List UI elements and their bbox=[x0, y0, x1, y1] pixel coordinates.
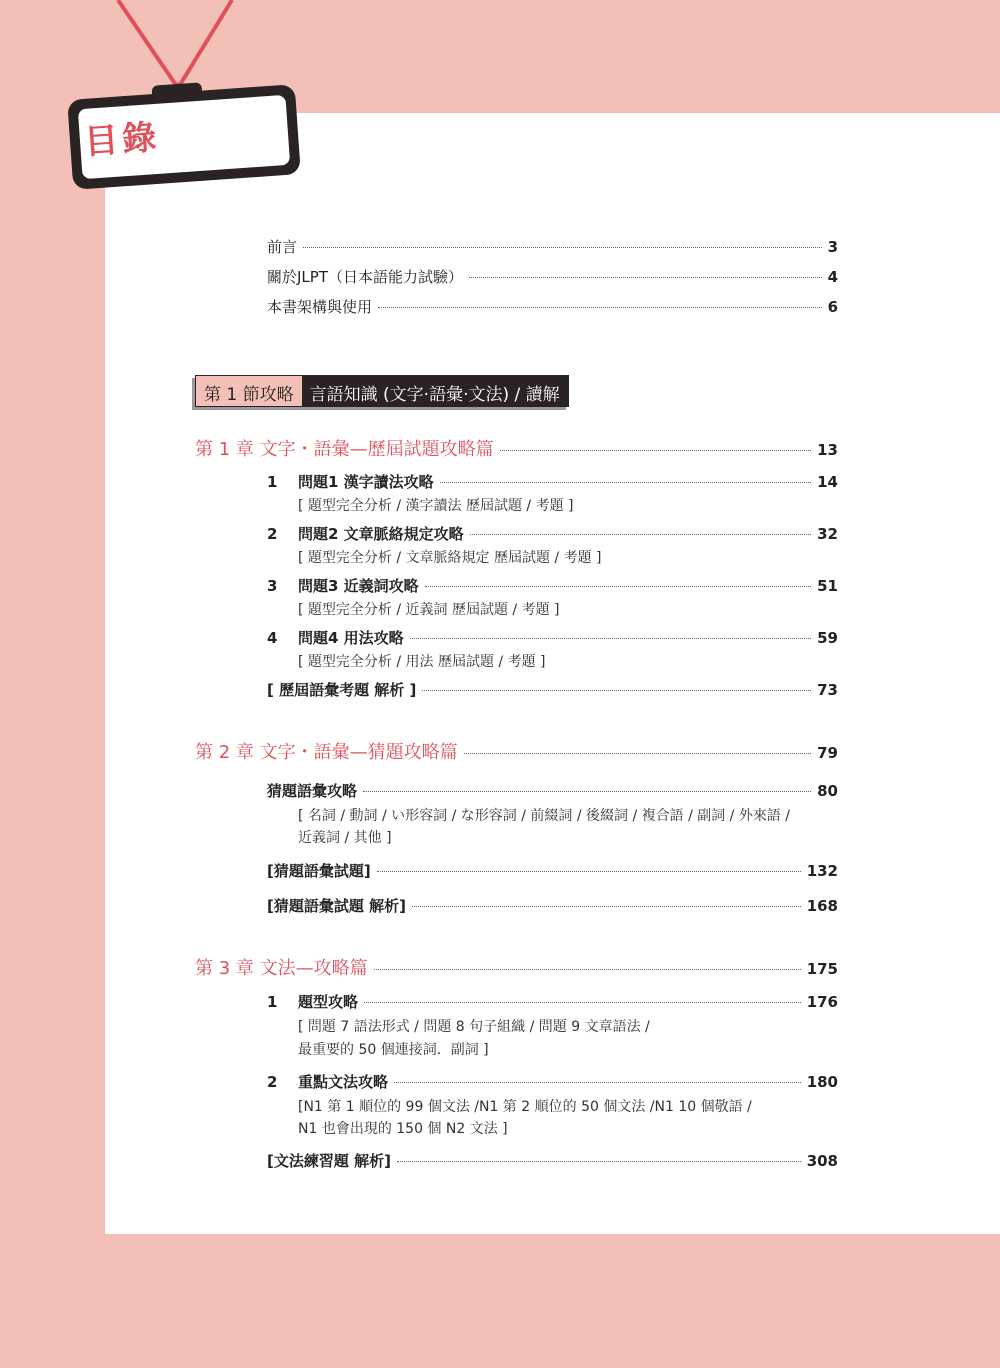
section-banner-number: 第 1 節攻略 bbox=[196, 376, 302, 406]
chapter-label: 第 2 章 文字・語彙—猜題攻略篇 bbox=[195, 742, 458, 763]
ch1-item-3-sub: [ 題型完全分析 / 近義詞 歷屆試題 / 考題 ] bbox=[298, 602, 560, 618]
ch2-extra-2[interactable] bbox=[267, 895, 838, 916]
chapter-3-heading[interactable] bbox=[195, 954, 838, 980]
entry-label: [猜題語彙試題 解析] bbox=[267, 897, 406, 915]
toc-entry-preface[interactable] bbox=[267, 236, 838, 257]
item-label: 題型攻略 bbox=[298, 993, 359, 1011]
page-number: 51 bbox=[817, 577, 838, 595]
item-label: 問題3 近義詞攻略 bbox=[298, 577, 419, 595]
toc-entry-about-jlpt[interactable] bbox=[267, 266, 838, 287]
page-number: 79 bbox=[817, 744, 838, 762]
page-number: 73 bbox=[817, 681, 838, 699]
item-number: 2 bbox=[267, 525, 278, 543]
ch1-item-1-sub: [ 題型完全分析 / 漢字讀法 歷屆試題 / 考題 ] bbox=[298, 498, 574, 514]
ch3-item-1[interactable] bbox=[267, 991, 838, 1012]
entry-label: 本書架構與使用 bbox=[267, 298, 373, 316]
page-number: 6 bbox=[827, 298, 838, 316]
chapter-label: 第 1 章 文字・語彙—歷屆試題攻略篇 bbox=[195, 439, 494, 460]
ch3-item-2[interactable] bbox=[267, 1071, 838, 1092]
item-number: 1 bbox=[267, 473, 278, 491]
ch1-extra[interactable] bbox=[267, 679, 838, 700]
ch1-item-2-sub: [ 題型完全分析 / 文章脈絡規定 歷屆試題 / 考題 ] bbox=[298, 550, 602, 566]
page-title: 目錄 bbox=[82, 117, 162, 163]
page-number: 180 bbox=[806, 1073, 838, 1091]
page-number: 176 bbox=[806, 993, 838, 1011]
chapter-label: 第 3 章 文法—攻略篇 bbox=[195, 958, 368, 979]
entry-label: [ 歷屆語彙考題 解析 ] bbox=[267, 681, 417, 699]
item-number: 3 bbox=[267, 577, 278, 595]
item-number: 1 bbox=[267, 993, 278, 1011]
ch2-main-sub-1: [ 名詞 / 動詞 / い形容詞 / な形容詞 / 前綴詞 / 後綴詞 / 複合語 / 副詞 / 外來語 / bbox=[298, 808, 791, 824]
toc-entry-book-structure[interactable] bbox=[267, 296, 838, 317]
chapter-2-heading[interactable] bbox=[195, 738, 838, 764]
ch1-item-4[interactable] bbox=[267, 627, 838, 648]
page-number: 32 bbox=[817, 525, 838, 543]
ch1-item-4-sub: [ 題型完全分析 / 用法 歷屆試題 / 考題 ] bbox=[298, 654, 546, 670]
ch1-item-3[interactable] bbox=[267, 575, 838, 596]
item-label: 問題4 用法攻略 bbox=[298, 629, 404, 647]
page-number: 4 bbox=[827, 268, 838, 286]
ch3-item-1-sub-1: [ 問題 7 語法形式 / 問題 8 句子組織 / 問題 9 文章語法 / bbox=[298, 1019, 650, 1035]
item-number: 2 bbox=[267, 1073, 278, 1091]
page-number: 175 bbox=[806, 960, 838, 978]
ch2-main[interactable] bbox=[267, 780, 838, 801]
item-label: 重點文法攻略 bbox=[298, 1073, 389, 1091]
ch3-item-2-sub-1: [N1 第 1 順位的 99 個文法 /N1 第 2 順位的 50 個文法 /N1 10 個敬語 / bbox=[298, 1099, 752, 1115]
page-number: 308 bbox=[806, 1152, 838, 1170]
ch3-item-2-sub-2: N1 也會出現的 150 個 N2 文法 ] bbox=[298, 1121, 508, 1137]
item-label: 問題1 漢字讀法攻略 bbox=[298, 473, 434, 491]
item-label: 問題2 文章脈絡規定攻略 bbox=[298, 525, 464, 543]
ch1-item-2[interactable] bbox=[267, 523, 838, 544]
page-number: 13 bbox=[817, 441, 838, 459]
page-number: 132 bbox=[806, 862, 838, 880]
ch1-item-1[interactable] bbox=[267, 471, 838, 492]
page-number: 168 bbox=[806, 897, 838, 915]
item-number: 4 bbox=[267, 629, 278, 647]
section-banner bbox=[195, 375, 569, 407]
ch2-main-sub-2: 近義詞 / 其他 ] bbox=[298, 830, 392, 846]
ch3-extra[interactable] bbox=[267, 1150, 838, 1171]
entry-label: 關於JLPT（日本語能力試驗） bbox=[267, 268, 463, 286]
entry-label: 猜題語彙攻略 bbox=[267, 782, 358, 800]
section-banner-title: 言語知識 (文字·語彙·文法) / 讀解 bbox=[302, 376, 568, 406]
page-number: 59 bbox=[817, 629, 838, 647]
page-number: 80 bbox=[817, 782, 838, 800]
entry-label: [猜題語彙試題] bbox=[267, 862, 371, 880]
page-number: 3 bbox=[827, 238, 838, 256]
entry-label: 前言 bbox=[267, 238, 298, 256]
ch3-item-1-sub-2: 最重要的 50 個連接詞．副詞 ] bbox=[298, 1042, 489, 1058]
chapter-1-heading[interactable] bbox=[195, 435, 838, 461]
entry-label: [文法練習題 解析] bbox=[267, 1152, 391, 1170]
page-number: 14 bbox=[817, 473, 838, 491]
ch2-extra-1[interactable] bbox=[267, 860, 838, 881]
